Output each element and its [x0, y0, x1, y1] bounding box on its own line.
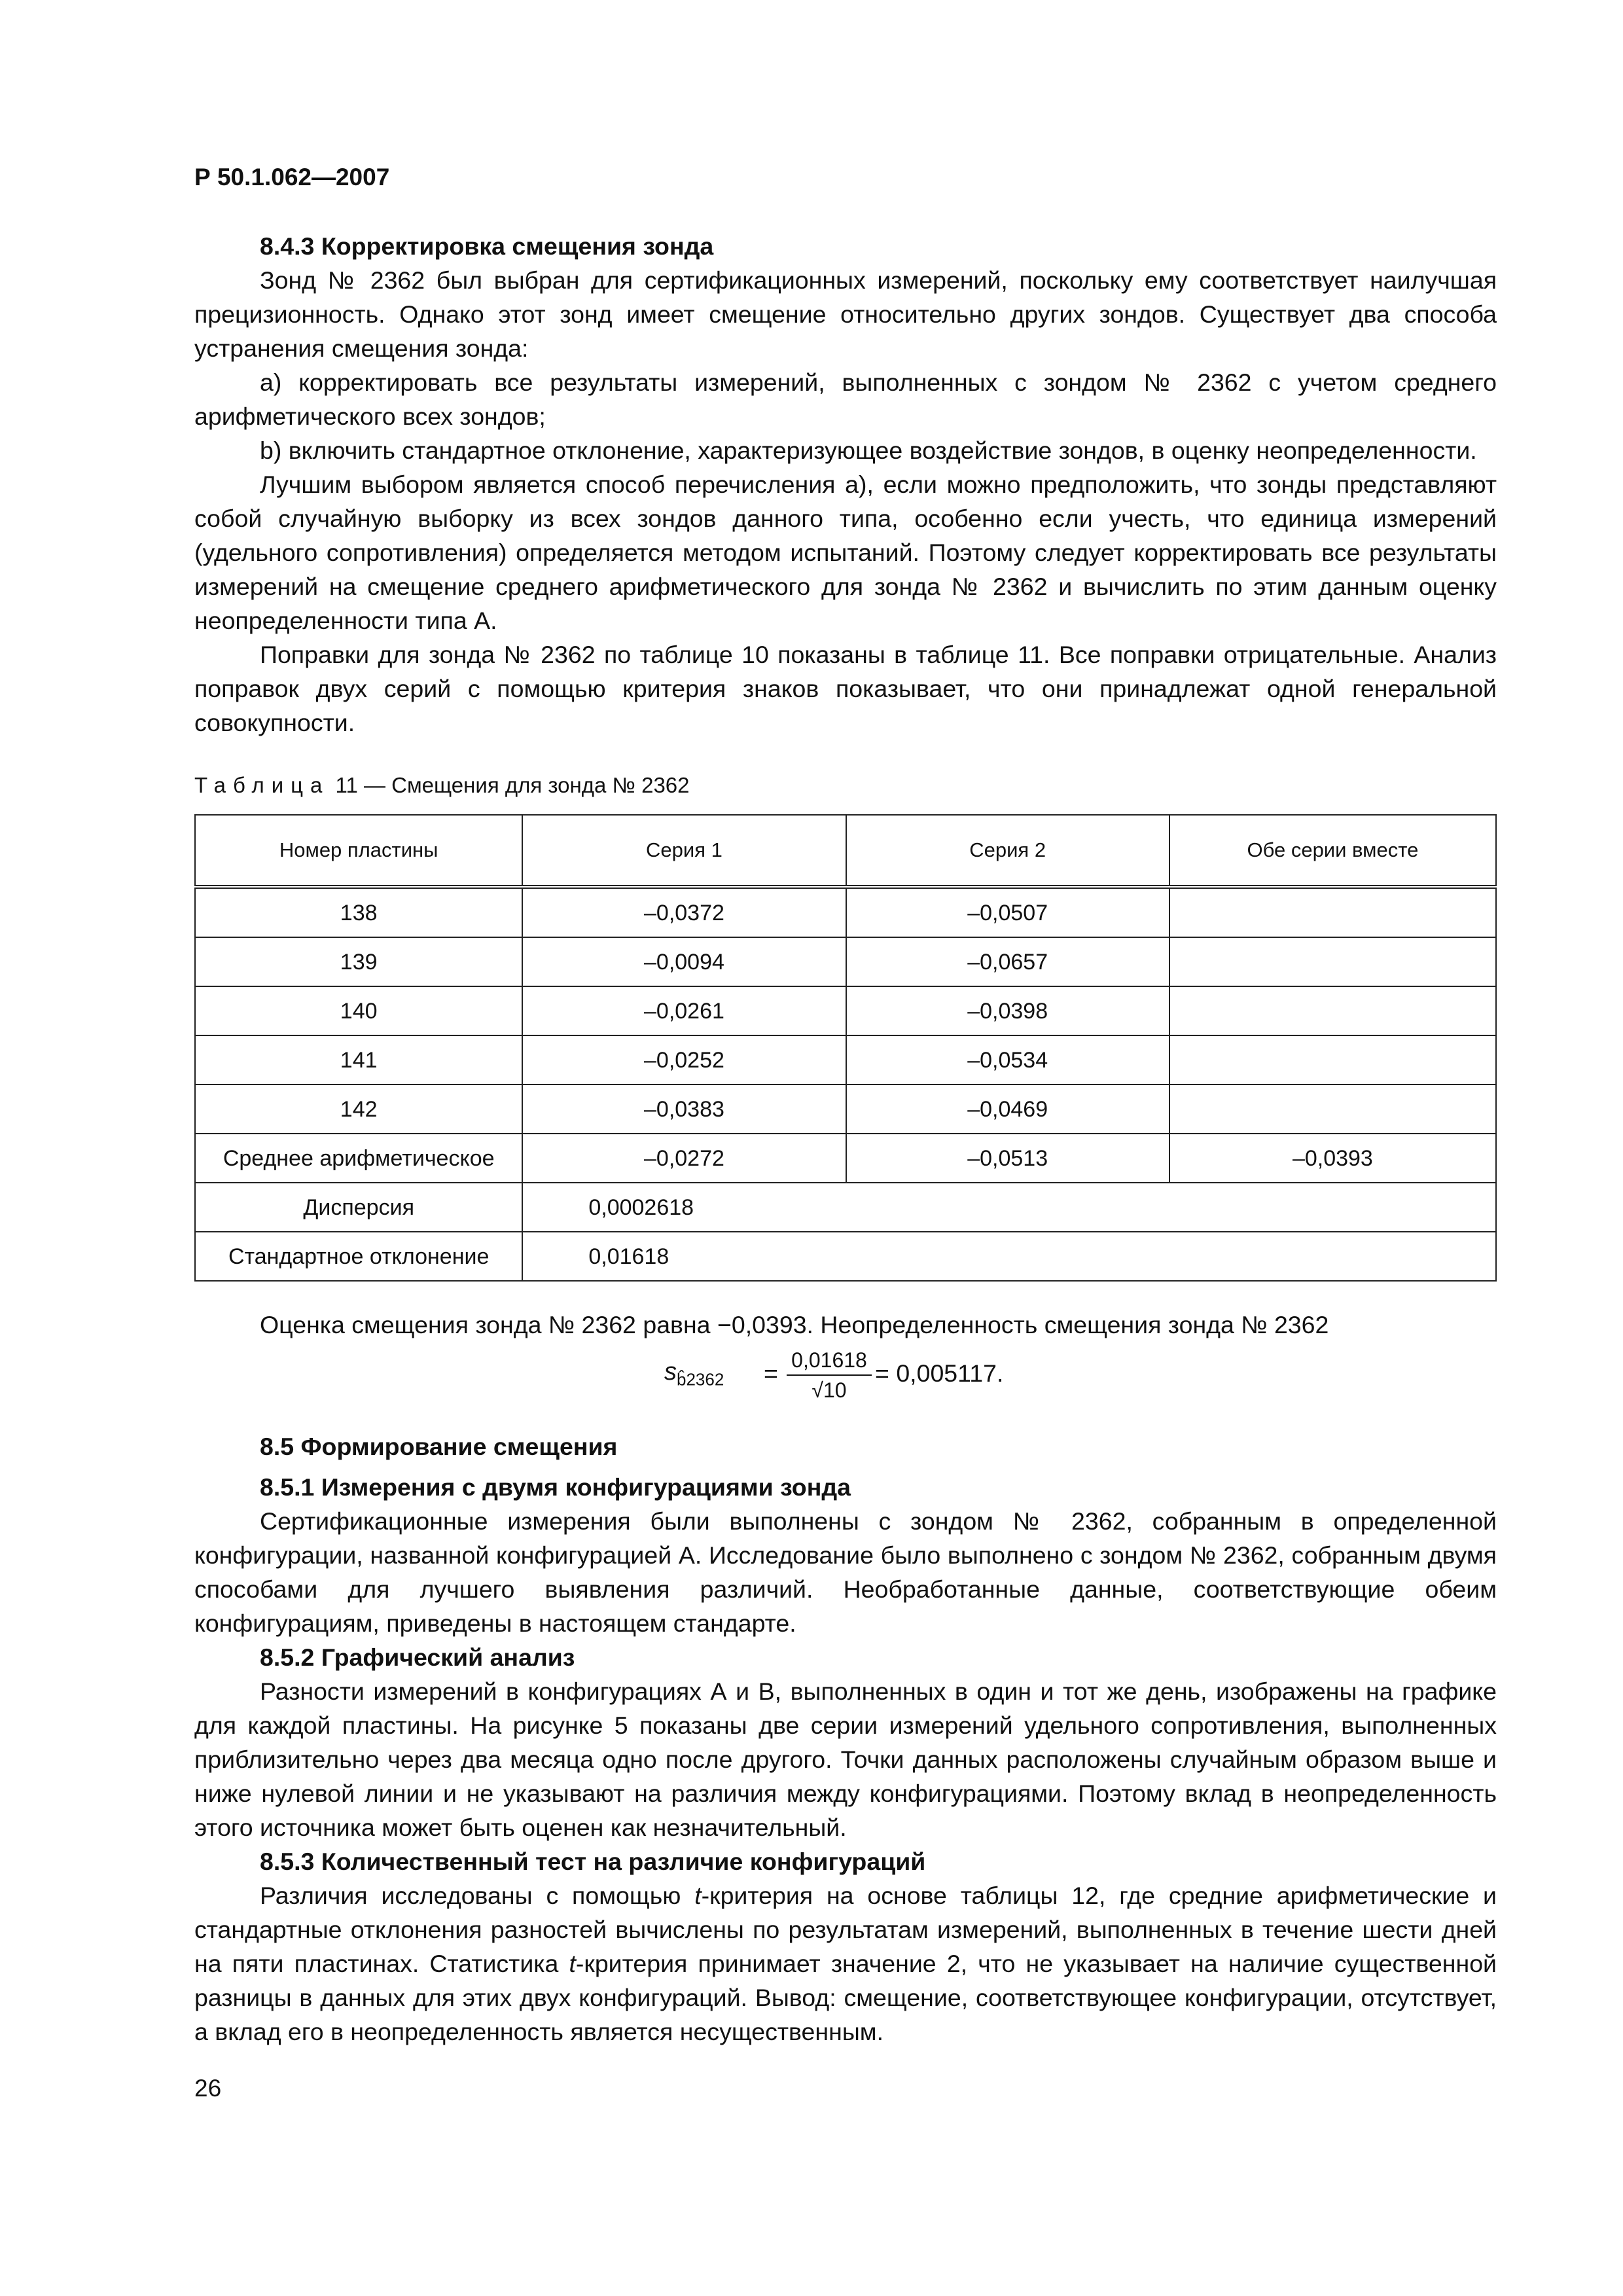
table-cell: –0,0398: [846, 986, 1169, 1035]
table-cell: –0,0372: [522, 887, 846, 937]
formula-numerator: 0,01618: [787, 1346, 872, 1376]
section-8-5-2-title: 8.5.2 Графический анализ: [260, 1643, 575, 1671]
formula-subscript: b̂2362: [677, 1369, 724, 1390]
page-content: [194, 229, 1497, 2049]
table-row: [195, 1134, 1496, 1183]
section-8-4-3-item-b: b) включить стандартное отклонение, характеризующее воздействие зондов, в оценку неопределенности.: [260, 437, 1477, 464]
text-run: Различия исследованы с помощью: [260, 1882, 695, 1909]
formula-intro: Оценка смещения зонда № 2362 равна −0,0393. Неопределенность смещения зонда № 2362: [260, 1311, 1329, 1338]
section-8-5-1-paragraph: Сертификационные измерения были выполнены с зондом № 2362, собранным в определенной конфигурации, названной конфигурацией А. Исследование было выполнено с зондом № 2362, собранным двумя способами для лучшего выявления различий. Необработанные данные, соответствующие обеим конфигурациям, приведены в настоящем стандарте.: [194, 1507, 1497, 1637]
table-cell: [1169, 937, 1496, 986]
table-cell: Среднее арифметическое: [195, 1134, 522, 1183]
section-8-4-3-title: 8.4.3 Корректировка смещения зонда: [260, 232, 714, 260]
table-11: [194, 814, 1497, 1282]
document-code: Р 50.1.062—2007: [194, 164, 390, 190]
table-row-dispersion: [195, 1183, 1496, 1232]
section-8-4-3-paragraph-1: Зонд № 2362 был выбран для сертификационных измерений, поскольку ему соответствует наилучшая прецизионность. Однако этот зонд имеет смещение относительно других зондов. Существует два способа устранения смещения зонда:: [194, 266, 1497, 362]
table-cell: –0,0094: [522, 937, 846, 986]
table-header-cell: Номер пластины: [195, 815, 522, 887]
page-number: 26: [194, 2075, 222, 2102]
text-run: -критерия на основе таблицы 12, где средние арифметические и стандартные отклонения разностей вычислены по результатам измерений, выполненных в течение шести дней на пяти пластинах. Статистика: [194, 1882, 1497, 1977]
formula-equals: =: [764, 1359, 778, 1387]
section-8-4-3-item-a: а) корректировать все результаты измерений, выполненных с зондом № 2362 с учетом среднего арифметического всех зондов;: [194, 368, 1497, 430]
table-cell: 0,0002618: [522, 1183, 1496, 1232]
table-cell: –0,0507: [846, 887, 1169, 937]
table-cell: [1169, 887, 1496, 937]
table-cell: –0,0534: [846, 1035, 1169, 1085]
table-row: [195, 887, 1496, 937]
formula-symbol: s: [664, 1358, 677, 1386]
uncertainty-formula: [194, 1346, 1497, 1418]
table-header-row: [195, 815, 1496, 887]
table-header-cell: Обе серии вместе: [1169, 815, 1496, 887]
table-cell: –0,0261: [522, 986, 846, 1035]
section-8-5-2-paragraph: Разности измерений в конфигурациях А и В, выполненных в один и тот же день, изображены на графике для каждой пластины. На рисунке 5 показаны две серии измерений удельного сопротивления, выполненных приблизительно через два месяца одно после другого. Точки данных расположены случайным образом выше и ниже нулевой линии и не указывают на различия между конфигурациями. Поэтому вклад в неопределенность этого источника может быть оценен как незначительный.: [194, 1677, 1497, 1841]
table-cell: 139: [195, 937, 522, 986]
table-cell: –0,0383: [522, 1085, 846, 1134]
table-cell: Дисперсия: [195, 1183, 522, 1232]
table-caption-label: Таблица: [194, 773, 330, 797]
table-header-cell: Серия 2: [846, 815, 1169, 887]
table-row: [195, 1085, 1496, 1134]
formula-fraction: [787, 1346, 872, 1405]
section-8-5-3-title: 8.5.3 Количественный тест на различие конфигураций: [260, 1848, 926, 1875]
table-caption-text: 11 — Смещения для зонда № 2362: [329, 773, 690, 797]
table-cell: [1169, 1085, 1496, 1134]
table-cell: 0,01618: [522, 1232, 1496, 1281]
table-row: [195, 986, 1496, 1035]
t-symbol: t: [694, 1882, 702, 1909]
table-cell: –0,0469: [846, 1085, 1169, 1134]
table-cell: 140: [195, 986, 522, 1035]
table-cell: –0,0513: [846, 1134, 1169, 1183]
section-8-5-3-paragraph: [194, 1878, 1497, 2049]
section-8-4-3-paragraph-2: Лучшим выбором является способ перечисления а), если можно предположить, что зонды представляют собой случайную выборку из всех зондов данного типа, особенно если учесть, что единица измерений (удельного сопротивления) определяется методом испытаний. Поэтому следует корректировать все результаты измерений на смещение среднего арифметического для зонда № 2362 и вычислить по этим данным оценку неопределенности типа А.: [194, 471, 1497, 634]
section-8-4-3-paragraph-3: Поправки для зонда № 2362 по таблице 10 показаны в таблице 11. Все поправки отрицательные. Анализ поправок двух серий с помощью критерия знаков показывает, что они принадлежат одной генеральной совокупности.: [194, 641, 1497, 736]
table-cell: 138: [195, 887, 522, 937]
table-cell: 142: [195, 1085, 522, 1134]
table-header-cell: Серия 1: [522, 815, 846, 887]
table-row: [195, 937, 1496, 986]
table-cell: –0,0393: [1169, 1134, 1496, 1183]
table-cell: –0,0657: [846, 937, 1169, 986]
table-cell: Стандартное отклонение: [195, 1232, 522, 1281]
table-cell: 141: [195, 1035, 522, 1085]
table-cell: [1169, 986, 1496, 1035]
t-symbol: t: [569, 1950, 576, 1977]
table-row-std-dev: [195, 1232, 1496, 1281]
table-11-caption: [194, 771, 1497, 800]
formula-result: = 0,005117.: [875, 1359, 1004, 1387]
text-run: -критерия принимает значение 2, что не указывает на наличие существенной разницы в данных для этих двух конфигураций. Вывод: смещение, соответствующее конфигурации, отсутствует, а вклад его в неопределенность является несущественным.: [194, 1950, 1497, 2045]
table-cell: [1169, 1035, 1496, 1085]
table-cell: –0,0252: [522, 1035, 846, 1085]
formula-denominator: √10: [812, 1378, 847, 1402]
table-row: [195, 1035, 1496, 1085]
formula-lhs: [664, 1355, 724, 1397]
table-cell: –0,0272: [522, 1134, 846, 1183]
section-8-5-title: 8.5 Формирование смещения: [260, 1433, 618, 1460]
section-8-5-1-title: 8.5.1 Измерения с двумя конфигурациями зонда: [260, 1473, 851, 1501]
